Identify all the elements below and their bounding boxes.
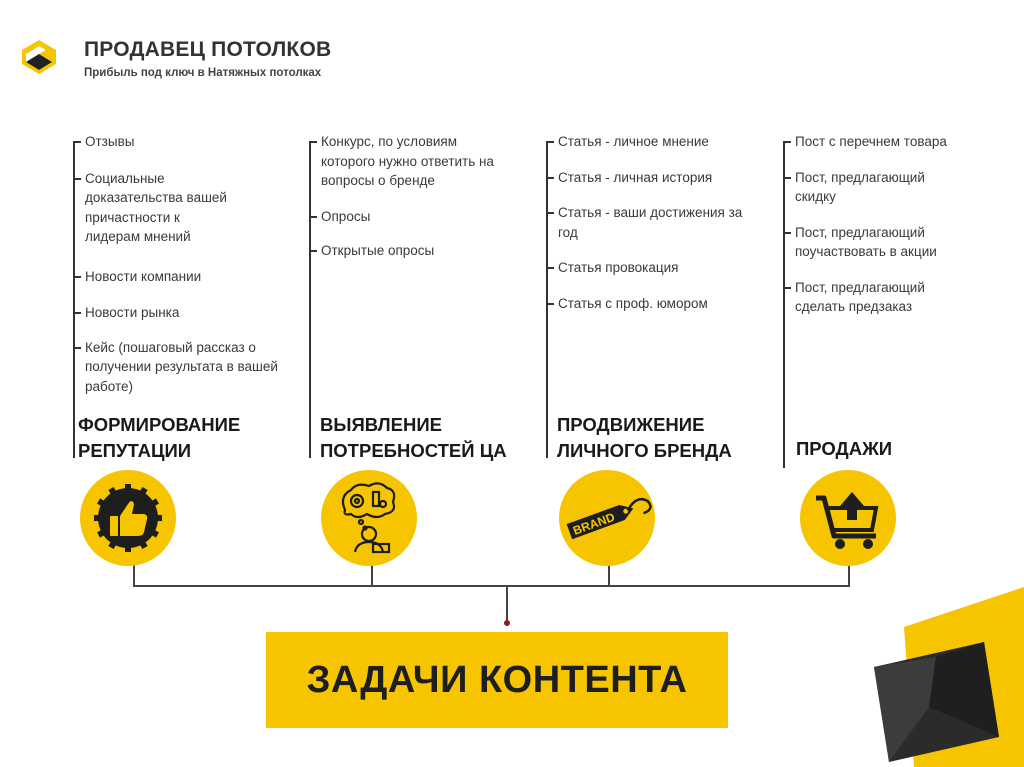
list-item: Статья с проф. юмором [546,294,766,314]
main-task-title: ЗАДАЧИ КОНТЕНТА [306,658,688,701]
list-item: Конкурс, по условиям которого нужно ответить на вопросы о бренде [309,132,509,191]
list-item: Статья провокация [546,258,766,278]
list-item: Пост с перечнем товара [783,132,983,152]
heading-line: ФОРМИРОВАНИЕ [78,414,241,435]
list-item: Новости компании [73,267,283,287]
main-task-box [266,632,728,728]
heading-line: ЛИЧНОГО БРЕНДА [557,440,732,461]
brand-subtitle: Прибыль под ключ в Натяжных потолках [84,67,322,79]
list-item: Статья - ваши достижения за год [546,203,758,242]
brand-circle [559,470,655,566]
list-item: Открытые опросы [309,241,519,261]
thinking-person-icon [321,470,417,566]
list-item: Новости рынка [73,303,283,323]
list-item: Социальные доказательства вашей причастности к лидерам мнений [73,169,235,247]
heading-line: РЕПУТАЦИИ [78,440,192,461]
heading-line: ВЫЯВЛЕНИЕ [320,414,442,435]
brand-tag-icon [559,470,655,566]
corner-decoration [874,587,1024,767]
list-item: Статья - личная история [546,168,766,188]
sales-circle [800,470,896,566]
heading-line: ПРОДВИЖЕНИЕ [557,414,705,435]
brand-tag-text: BRAND [571,509,617,538]
list-item: Пост, предлагающий сделать предзаказ [783,278,965,317]
shopping-cart-icon [800,470,896,566]
needs-circle [321,470,417,566]
list-item: Отзывы [73,132,283,152]
list-item: Статья - личное мнение [546,132,766,152]
reputation-circle [80,470,176,566]
heading-line: ПРОДАЖИ [796,438,893,459]
list-item: Опросы [309,207,519,227]
heading-line: ПОТРЕБНОСТЕЙ ЦА [320,440,507,461]
thumbs-up-icon [80,470,176,566]
list-item: Пост, предлагающий поучаствовать в акции [783,223,970,262]
brand-title: ПРОДАВЕЦ ПОТОЛКОВ [84,38,332,61]
list-item: Кейс (пошаговый рассказ о получении результата в вашей работе) [73,338,281,397]
list-item: Пост, предлагающий скидку [783,168,965,207]
